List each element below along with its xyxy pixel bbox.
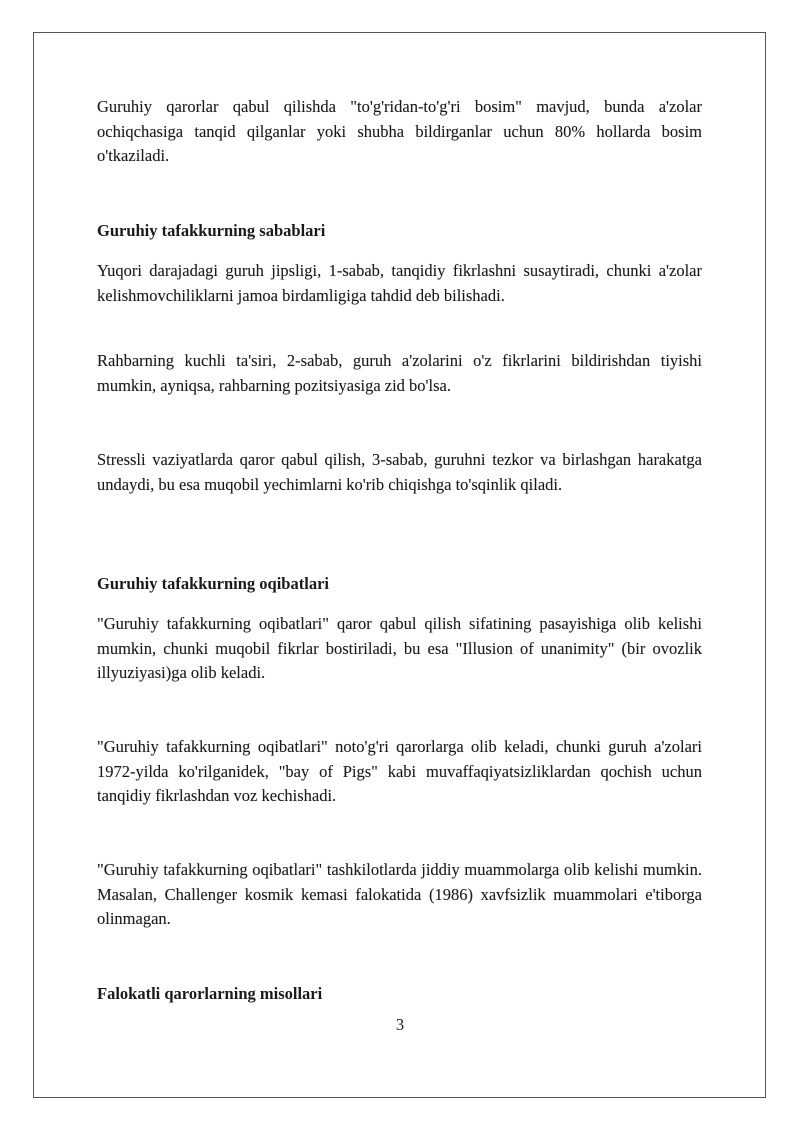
page-number: 3 [395, 1015, 405, 1034]
section-heading-examples: Falokatli qarorlarning misollari [97, 984, 323, 1003]
consequence-paragraph-1: "Guruhiy tafakkurning oqibatlari" qaror qabul qilish sifatining pasayishiga olib kelishi mumkin, chunki muqobil fikrlar bostiriladi, bu esa "Illusion of unanimity" (bir ovozlik illyuziyasi)ga olib keladi. [97, 614, 702, 682]
cause-paragraph-1: Yuqori darajadagi guruh jipsligi, 1-sabab, tanqidiy fikrlashni susaytiradi, chunki a'zolar kelishmovchiliklarni jamoa birdamligiga tahdid deb bilishadi. [97, 261, 702, 305]
section-heading-consequences: Guruhiy tafakkurning oqibatlari [97, 574, 329, 593]
consequence-paragraph-2: "Guruhiy tafakkurning oqibatlari" noto'g'ri qarorlarga olib keladi, chunki guruh a'zolari 1972-yilda ko'rilganidek, "bay of Pigs" kabi muvaffaqiyatsizliklardan qochish uchun tanqidiy fikrlashdan voz kechishadi. [97, 737, 702, 805]
page-border [33, 32, 766, 1098]
cause-paragraph-2: Rahbarning kuchli ta'siri, 2-sabab, guruh a'zolarini o'z fikrlarini bildirishdan tiyishi mumkin, ayniqsa, rahbarning pozitsiyasiga zid bo'lsa. [97, 351, 702, 395]
intro-paragraph: Guruhiy qarorlar qabul qilishda "to'g'ridan-to'g'ri bosim" mavjud, bunda a'zolar ochiqchasiga tanqid qilganlar yoki shubha bildirganlar uchun 80% hollarda bosim o'tkaziladi. [97, 97, 702, 165]
section-heading-causes: Guruhiy tafakkurning sabablari [97, 221, 326, 240]
cause-paragraph-3: Stressli vaziyatlarda qaror qabul qilish, 3-sabab, guruhni tezkor va birlashgan harakatga undaydi, bu esa muqobil yechimlarni ko'rib chiqishga to'sqinlik qiladi. [97, 450, 702, 494]
consequence-paragraph-3: "Guruhiy tafakkurning oqibatlari" tashkilotlarda jiddiy muammolarga olib kelishi mumkin. Masalan, Challenger kosmik kemasi falokatida (1986) xavfsizlik muammolari e'tiborga olinmagan. [97, 860, 702, 928]
